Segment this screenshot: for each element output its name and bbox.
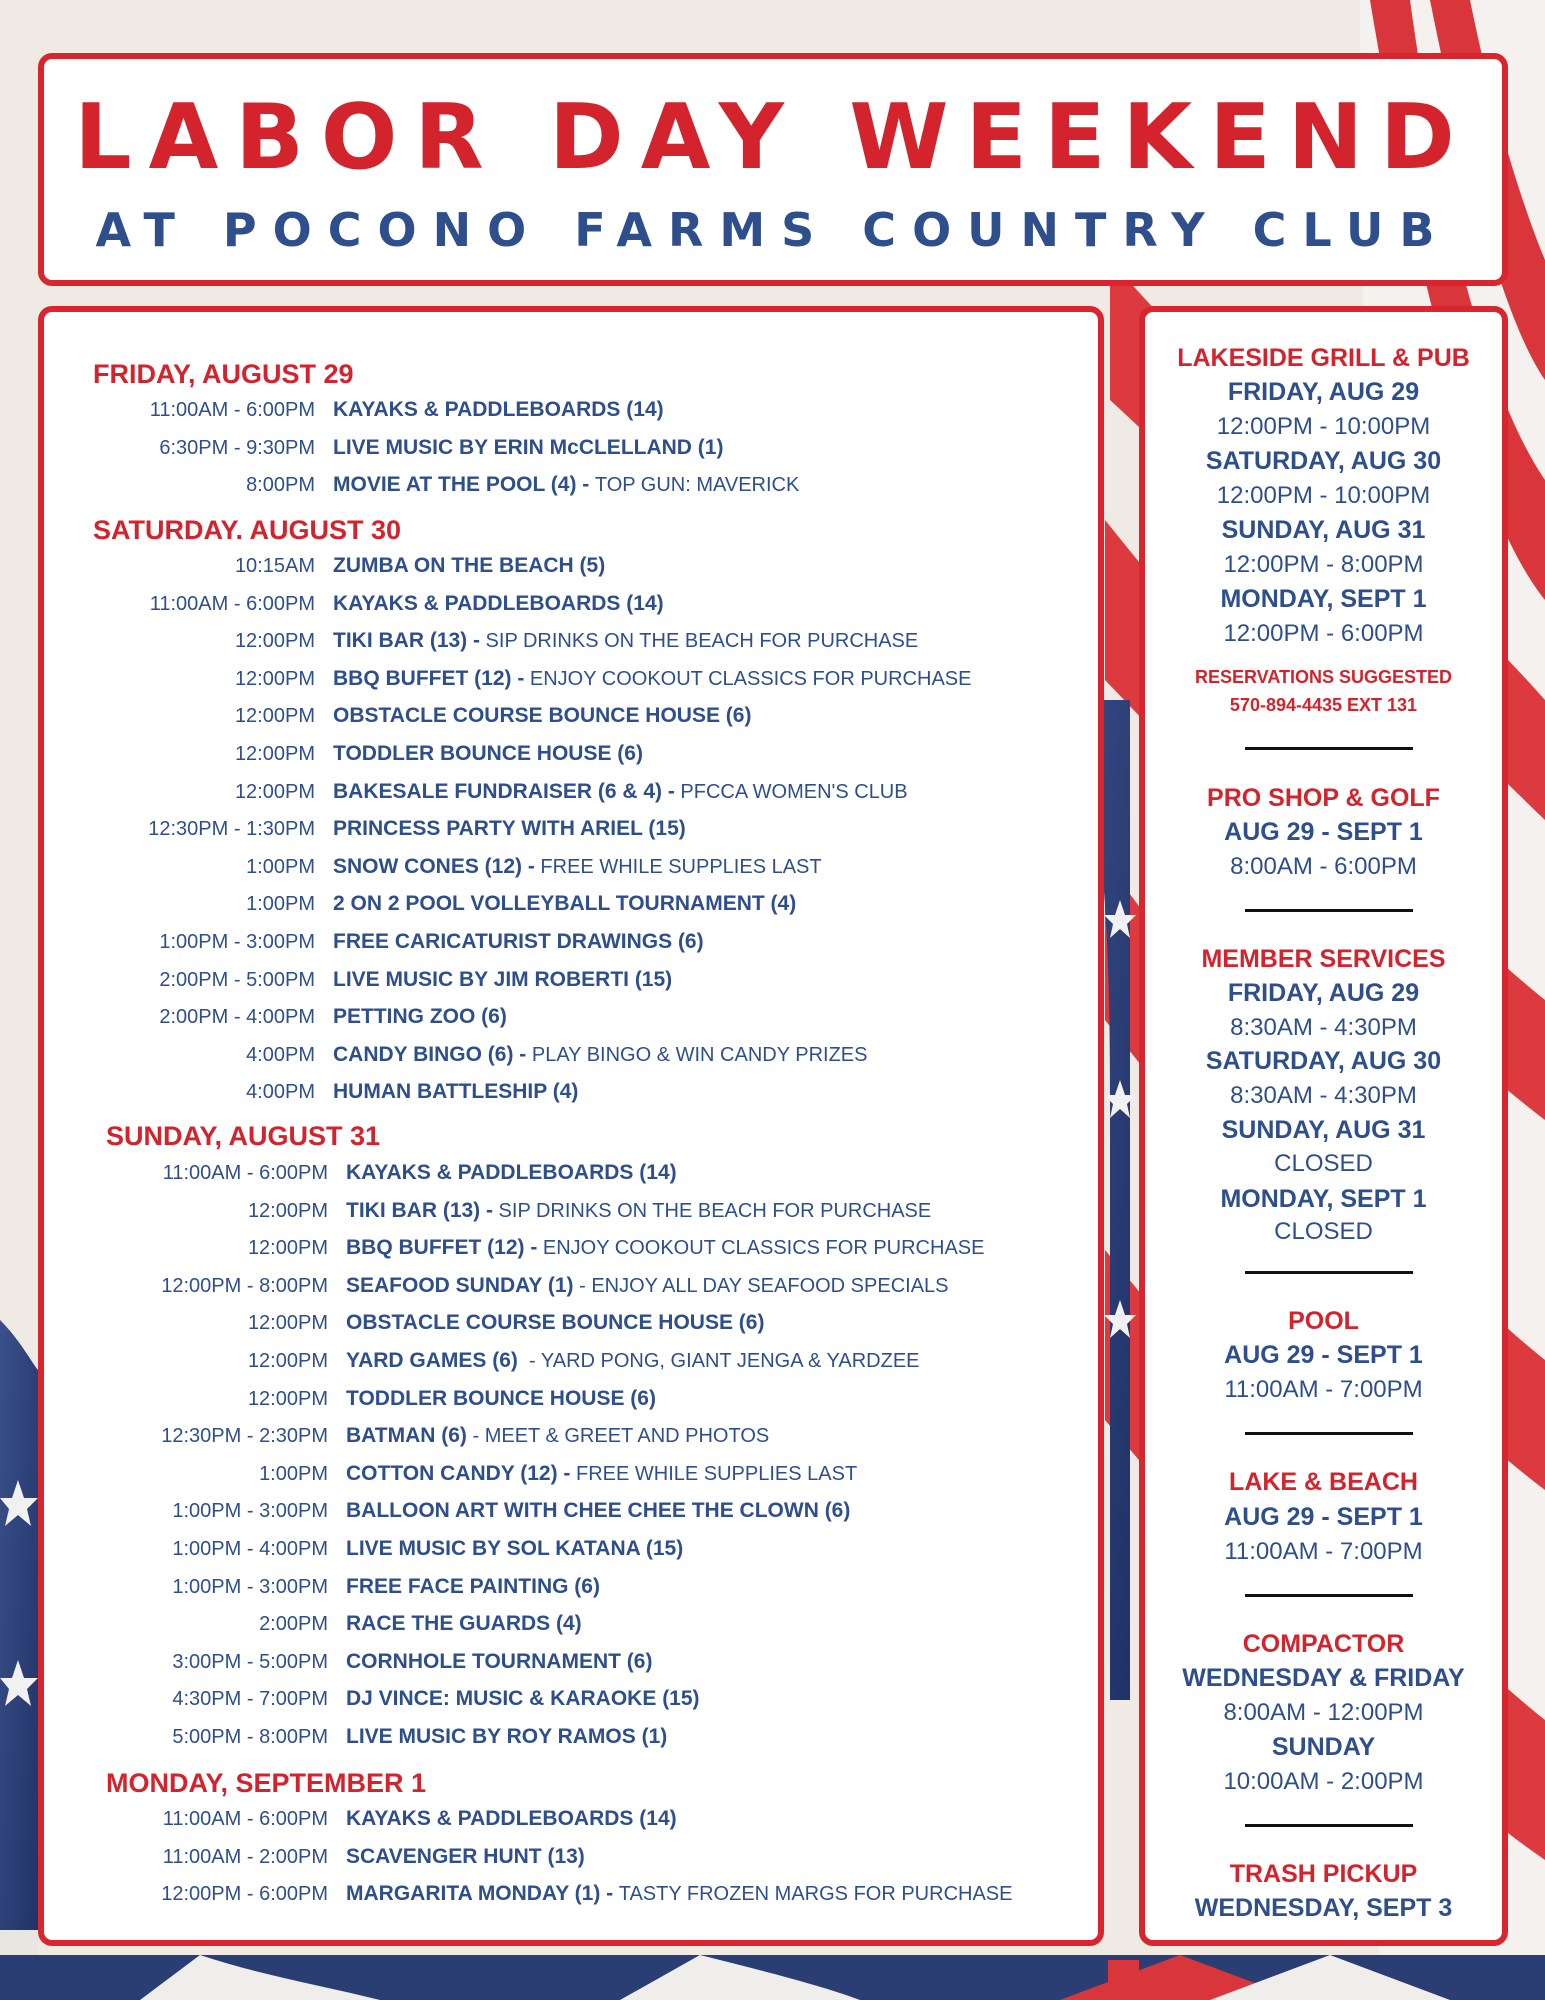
trash-date: WEDNESDAY, SEPT 3 bbox=[1194, 1894, 1453, 1922]
event-row bbox=[44, 1500, 850, 1521]
event-description: FREE WHILE SUPPLIES LAST bbox=[534, 856, 822, 878]
event-row bbox=[44, 437, 723, 458]
day-heading-monday: MONDAY, SEPTEMBER 1 bbox=[106, 1768, 427, 1798]
lake-beach-dates: AUG 29 - SEPT 1 bbox=[1224, 1503, 1423, 1531]
event-description: FREE WHILE SUPPLIES LAST bbox=[570, 1463, 858, 1485]
event-name: KAYAKS & PADDLEBOARDS (14) bbox=[333, 592, 664, 615]
event-row bbox=[44, 1883, 1012, 1904]
member-day: MONDAY, SEPT 1 bbox=[1220, 1185, 1427, 1213]
event-time: 11:00AM - 2:00PM bbox=[162, 1846, 328, 1868]
member-day: SATURDAY, AUG 30 bbox=[1205, 1047, 1442, 1075]
event-name: KAYAKS & PADDLEBOARDS (14) bbox=[333, 398, 664, 421]
event-name: BBQ BUFFET (12) - bbox=[346, 1236, 538, 1259]
event-time: 12:00PM bbox=[234, 781, 315, 803]
compactor-day-sunday: SUNDAY bbox=[1271, 1733, 1376, 1761]
event-row bbox=[44, 474, 799, 495]
section-divider bbox=[1245, 1432, 1413, 1435]
event-row bbox=[44, 1006, 507, 1027]
event-row bbox=[44, 893, 796, 914]
page-title: LABOR DAY WEEKEND bbox=[74, 85, 1472, 190]
lakeside-day: SUNDAY, AUG 31 bbox=[1221, 516, 1426, 544]
event-row bbox=[44, 1350, 920, 1371]
member-services-title: MEMBER SERVICES bbox=[1201, 945, 1446, 973]
event-row bbox=[44, 818, 686, 839]
event-description: SIP DRINKS ON THE BEACH FOR PURCHASE bbox=[480, 630, 919, 652]
event-name: ZUMBA ON THE BEACH (5) bbox=[333, 554, 606, 577]
event-name: TODDLER BOUNCE HOUSE (6) bbox=[346, 1387, 656, 1410]
event-row bbox=[44, 1808, 677, 1829]
day-heading-saturday: SATURDAY. AUGUST 30 bbox=[93, 515, 402, 545]
title-banner bbox=[38, 53, 1508, 286]
member-day: FRIDAY, AUG 29 bbox=[1227, 979, 1420, 1007]
compactor-title: COMPACTOR bbox=[1242, 1630, 1405, 1658]
facility-hours-sidebar bbox=[1139, 306, 1508, 1946]
proshop-title: PRO SHOP & GOLF bbox=[1207, 784, 1440, 812]
event-time: 12:00PM bbox=[234, 630, 315, 652]
day-heading-friday: FRIDAY, AUGUST 29 bbox=[93, 359, 354, 389]
event-time: 12:30PM - 1:30PM bbox=[148, 818, 315, 840]
event-row bbox=[44, 630, 918, 651]
event-row bbox=[44, 1081, 578, 1102]
member-day: SUNDAY, AUG 31 bbox=[1221, 1116, 1426, 1144]
pool-dates: AUG 29 - SEPT 1 bbox=[1224, 1341, 1423, 1369]
event-name: TIKI BAR (13) - bbox=[346, 1199, 493, 1222]
day-heading-sunday: SUNDAY, AUGUST 31 bbox=[106, 1121, 381, 1151]
event-time: 1:00PM - 3:00PM bbox=[172, 1500, 328, 1522]
event-row bbox=[44, 555, 605, 576]
event-time: 6:30PM - 9:30PM bbox=[159, 437, 315, 459]
event-time: 12:00PM - 8:00PM bbox=[161, 1275, 328, 1297]
event-time: 4:00PM bbox=[246, 1081, 315, 1103]
event-time: 1:00PM bbox=[246, 856, 315, 878]
event-description: - MEET & GREET AND PHOTOS bbox=[466, 1425, 770, 1447]
lakeside-hours: 12:00PM - 8:00PM bbox=[1223, 551, 1424, 578]
event-time: 1:00PM bbox=[259, 1463, 328, 1485]
event-name: BBQ BUFFET (12) - bbox=[333, 667, 525, 690]
lakeside-title: LAKESIDE GRILL & PUB bbox=[1177, 344, 1470, 372]
event-row bbox=[44, 781, 908, 802]
event-name: DJ VINCE: MUSIC & KARAOKE (15) bbox=[346, 1687, 700, 1710]
event-description: - ENJOY ALL DAY SEAFOOD SPECIALS bbox=[573, 1275, 949, 1297]
page-subtitle: AT POCONO FARMS COUNTRY CLUB bbox=[95, 203, 1451, 257]
lakeside-hours: 12:00PM - 10:00PM bbox=[1216, 482, 1431, 509]
event-row bbox=[44, 1576, 600, 1597]
event-row bbox=[44, 1613, 582, 1634]
event-name: CANDY BINGO (6) - bbox=[333, 1043, 527, 1066]
event-row bbox=[44, 1463, 857, 1484]
event-time: 11:00AM - 6:00PM bbox=[149, 593, 315, 615]
event-time: 10:15AM bbox=[234, 555, 315, 577]
event-name: BALLOON ART WITH CHEE CHEE THE CLOWN (6) bbox=[346, 1499, 851, 1522]
section-divider bbox=[1245, 1271, 1413, 1274]
event-time: 2:00PM - 5:00PM bbox=[159, 969, 315, 991]
event-name: FREE CARICATURIST DRAWINGS (6) bbox=[333, 930, 704, 953]
event-name: OBSTACLE COURSE BOUNCE HOUSE (6) bbox=[333, 704, 752, 727]
event-description: SIP DRINKS ON THE BEACH FOR PURCHASE bbox=[493, 1200, 932, 1222]
event-name: LIVE MUSIC BY ROY RAMOS (1) bbox=[346, 1725, 668, 1748]
event-description: TASTY FROZEN MARGS FOR PURCHASE bbox=[613, 1883, 1013, 1905]
event-row bbox=[44, 668, 971, 689]
lake-beach-title: LAKE & BEACH bbox=[1229, 1468, 1418, 1496]
event-row bbox=[44, 931, 704, 952]
compactor-hours: 8:00AM - 12:00PM bbox=[1223, 1699, 1424, 1726]
section-divider bbox=[1245, 747, 1413, 750]
event-time: 2:00PM bbox=[259, 1613, 328, 1635]
event-time: 12:00PM - 6:00PM bbox=[161, 1883, 328, 1905]
event-time: 8:00PM bbox=[246, 474, 315, 496]
compactor-days: WEDNESDAY & FRIDAY bbox=[1182, 1664, 1465, 1692]
event-name: HUMAN BATTLESHIP (4) bbox=[333, 1080, 579, 1103]
event-name: LIVE MUSIC BY JIM ROBERTI (15) bbox=[333, 968, 673, 991]
event-row bbox=[44, 1388, 656, 1409]
event-name: KAYAKS & PADDLEBOARDS (14) bbox=[346, 1161, 677, 1184]
event-time: 12:00PM bbox=[247, 1312, 328, 1334]
event-name: MARGARITA MONDAY (1) - bbox=[346, 1882, 614, 1905]
event-description: ENJOY COOKOUT CLASSICS FOR PURCHASE bbox=[537, 1237, 985, 1259]
compactor-hours-sunday: 10:00AM - 2:00PM bbox=[1223, 1768, 1424, 1795]
pool-title: POOL bbox=[1288, 1307, 1359, 1335]
lakeside-hours: 12:00PM - 6:00PM bbox=[1223, 620, 1424, 647]
event-name: PRINCESS PARTY WITH ARIEL (15) bbox=[333, 817, 686, 840]
pool-hours: 11:00AM - 7:00PM bbox=[1224, 1376, 1423, 1403]
event-time: 11:00AM - 6:00PM bbox=[162, 1162, 328, 1184]
event-description: TOP GUN: MAVERICK bbox=[589, 474, 800, 496]
event-name: SNOW CONES (12) - bbox=[333, 855, 535, 878]
member-hours: CLOSED bbox=[1274, 1218, 1373, 1245]
event-name: BATMAN (6) bbox=[346, 1424, 467, 1447]
event-description: PFCCA WOMEN'S CLUB bbox=[674, 781, 908, 803]
event-row bbox=[44, 705, 751, 726]
event-name: FREE FACE PAINTING (6) bbox=[346, 1575, 600, 1598]
event-description: PLAY BINGO & WIN CANDY PRIZES bbox=[526, 1044, 868, 1066]
event-time: 11:00AM - 6:00PM bbox=[162, 1808, 328, 1830]
event-name: 2 ON 2 POOL VOLLEYBALL TOURNAMENT (4) bbox=[333, 892, 797, 915]
event-time: 12:00PM bbox=[234, 705, 315, 727]
event-name: YARD GAMES (6) bbox=[346, 1349, 518, 1372]
event-name: TODDLER BOUNCE HOUSE (6) bbox=[333, 742, 643, 765]
event-time: 12:00PM bbox=[234, 668, 315, 690]
event-time: 1:00PM - 3:00PM bbox=[172, 1576, 328, 1598]
event-row bbox=[44, 856, 822, 877]
lakeside-hours: 12:00PM - 10:00PM bbox=[1216, 413, 1431, 440]
reservations-note: RESERVATIONS SUGGESTED bbox=[1194, 667, 1453, 687]
event-time: 12:30PM - 2:30PM bbox=[161, 1425, 328, 1447]
event-name: LIVE MUSIC BY ERIN McCLELLAND (1) bbox=[333, 436, 724, 459]
event-time: 1:00PM bbox=[246, 893, 315, 915]
event-time: 1:00PM - 4:00PM bbox=[172, 1538, 328, 1560]
event-row bbox=[44, 1846, 585, 1867]
event-schedule bbox=[38, 306, 1104, 1946]
event-time: 2:00PM - 4:00PM bbox=[159, 1006, 315, 1028]
event-row bbox=[44, 1688, 700, 1709]
member-hours: 8:30AM - 4:30PM bbox=[1230, 1014, 1417, 1041]
event-name: SEAFOOD SUNDAY (1) bbox=[346, 1274, 574, 1297]
lakeside-day: SATURDAY, AUG 30 bbox=[1205, 447, 1442, 475]
event-time: 5:00PM - 8:00PM bbox=[172, 1726, 328, 1748]
member-hours: 8:30AM - 4:30PM bbox=[1230, 1082, 1417, 1109]
event-name: BAKESALE FUNDRAISER (6 & 4) - bbox=[333, 780, 675, 803]
trash-title: TRASH PICKUP bbox=[1229, 1860, 1418, 1888]
event-name: RACE THE GUARDS (4) bbox=[346, 1612, 582, 1635]
lakeside-day: FRIDAY, AUG 29 bbox=[1227, 378, 1420, 406]
event-row bbox=[44, 1651, 652, 1672]
event-time: 12:00PM bbox=[247, 1200, 328, 1222]
event-row bbox=[44, 1200, 931, 1221]
event-row bbox=[44, 743, 643, 764]
lakeside-day: MONDAY, SEPT 1 bbox=[1220, 585, 1427, 613]
event-time: 12:00PM bbox=[247, 1237, 328, 1259]
event-name: TIKI BAR (13) - bbox=[333, 629, 480, 652]
event-time: 4:30PM - 7:00PM bbox=[172, 1688, 328, 1710]
event-row bbox=[44, 1312, 764, 1333]
proshop-hours: 8:00AM - 6:00PM bbox=[1230, 853, 1417, 880]
event-name: COTTON CANDY (12) - bbox=[346, 1462, 571, 1485]
lake-beach-hours: 11:00AM - 7:00PM bbox=[1224, 1538, 1423, 1565]
section-divider bbox=[1245, 1594, 1413, 1597]
event-row bbox=[44, 1044, 868, 1065]
event-row bbox=[44, 399, 664, 420]
event-time: 3:00PM - 5:00PM bbox=[172, 1651, 328, 1673]
event-description: - YARD PONG, GIANT JENGA & YARDZEE bbox=[517, 1350, 920, 1372]
event-name: LIVE MUSIC BY SOL KATANA (15) bbox=[346, 1537, 684, 1560]
event-row bbox=[44, 969, 672, 990]
member-hours: CLOSED bbox=[1274, 1150, 1373, 1177]
event-name: CORNHOLE TOURNAMENT (6) bbox=[346, 1650, 653, 1673]
proshop-dates: AUG 29 - SEPT 1 bbox=[1224, 818, 1423, 846]
event-time: 11:00AM - 6:00PM bbox=[149, 399, 315, 421]
event-time: 1:00PM - 3:00PM bbox=[159, 931, 315, 953]
event-name: PETTING ZOO (6) bbox=[333, 1005, 507, 1028]
event-name: SCAVENGER HUNT (13) bbox=[346, 1845, 585, 1868]
event-name: KAYAKS & PADDLEBOARDS (14) bbox=[346, 1807, 677, 1830]
section-divider bbox=[1245, 909, 1413, 912]
event-row bbox=[44, 1425, 769, 1446]
event-row bbox=[44, 1237, 984, 1258]
event-description: ENJOY COOKOUT CLASSICS FOR PURCHASE bbox=[524, 668, 972, 690]
event-time: 4:00PM bbox=[246, 1044, 315, 1066]
reservations-phone: 570-894-4435 EXT 131 bbox=[1229, 695, 1418, 715]
event-time: 12:00PM bbox=[234, 743, 315, 765]
event-row bbox=[44, 1162, 677, 1183]
event-row bbox=[44, 593, 664, 614]
event-name: MOVIE AT THE POOL (4) - bbox=[333, 473, 590, 496]
section-divider bbox=[1245, 1824, 1413, 1827]
event-row bbox=[44, 1726, 667, 1747]
event-row bbox=[44, 1275, 949, 1296]
event-name: OBSTACLE COURSE BOUNCE HOUSE (6) bbox=[346, 1311, 765, 1334]
event-time: 12:00PM bbox=[247, 1350, 328, 1372]
event-row bbox=[44, 1538, 683, 1559]
event-time: 12:00PM bbox=[247, 1388, 328, 1410]
